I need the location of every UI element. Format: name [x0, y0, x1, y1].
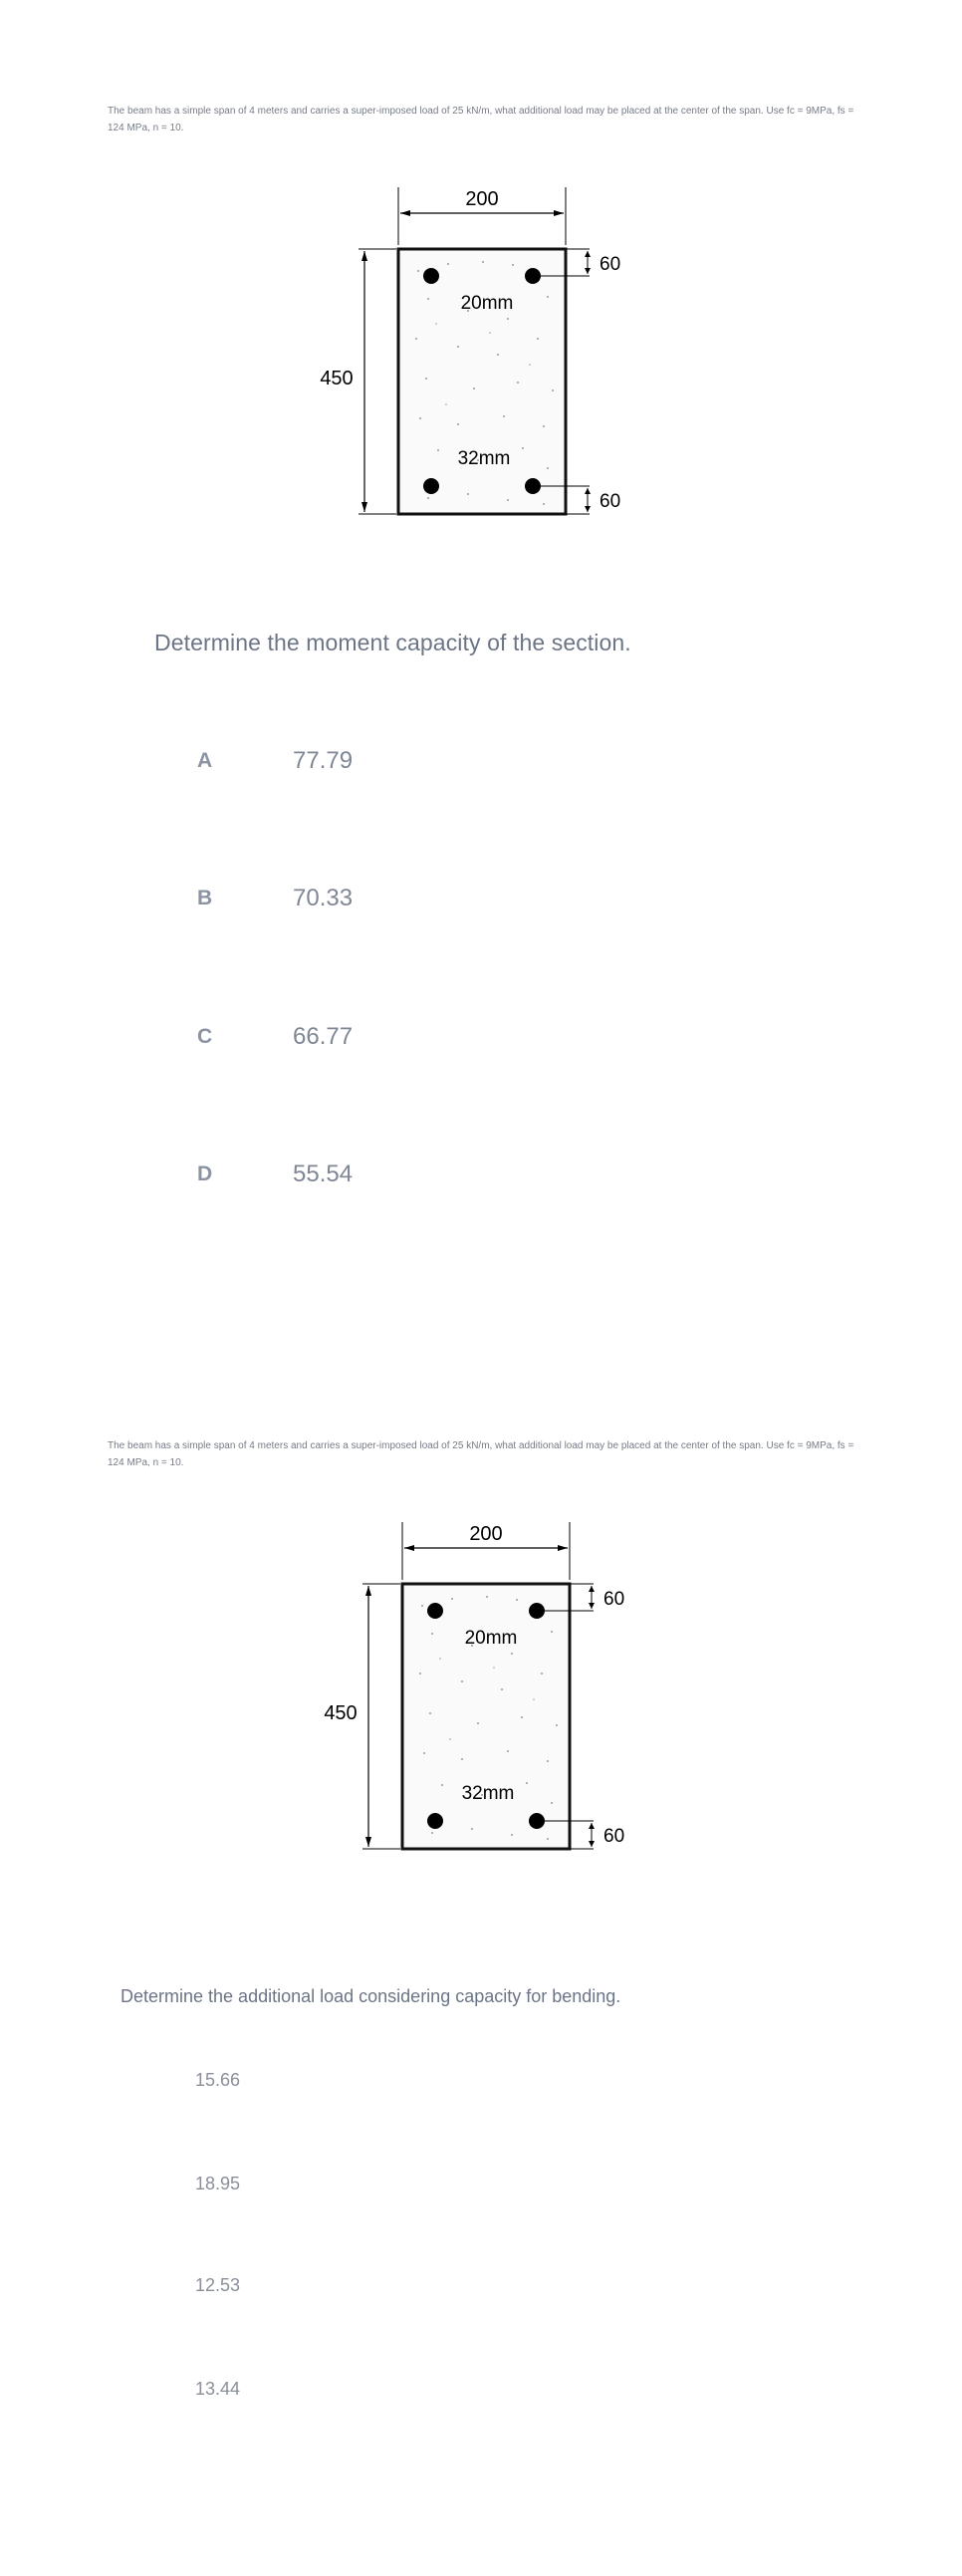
option-a[interactable]	[197, 747, 496, 787]
bottom-cover-label: 60	[603, 1826, 625, 1847]
top-bar-label: 20mm	[460, 293, 514, 314]
top-cover-label: 60	[600, 254, 621, 275]
top-rebar-right	[525, 268, 541, 284]
height-label: 450	[324, 1702, 358, 1724]
option-letter: C	[197, 1025, 213, 1048]
bottom-rebar-right	[529, 1813, 545, 1829]
option-value: 13.44	[195, 2379, 241, 2399]
option-4[interactable]	[195, 2379, 394, 2409]
option-value: 70.33	[293, 885, 354, 911]
problem-statement: The beam has a simple span of 4 meters and carries a super-imposed load of 25 kN/m, what additional load may be placed at the center of the span. Use fc = 9MPa, fs = 124 MPa, n = 10.	[108, 106, 854, 133]
question-title: Determine the additional load considering capacity for bending.	[120, 1986, 621, 2006]
top-rebar-right	[529, 1603, 545, 1619]
option-value: 55.54	[293, 1160, 354, 1187]
bottom-cover-label: 60	[600, 491, 621, 512]
option-2[interactable]	[195, 2174, 394, 2203]
height-label: 450	[320, 368, 354, 389]
option-letter: B	[197, 887, 213, 909]
question-title: Determine the moment capacity of the section.	[154, 630, 631, 655]
option-value: 12.53	[195, 2275, 241, 2295]
beam-section-diagram	[313, 1514, 651, 1858]
option-b[interactable]	[197, 885, 496, 924]
option-1[interactable]	[195, 2070, 394, 2100]
option-d[interactable]	[197, 1160, 496, 1200]
option-letter: D	[197, 1162, 213, 1185]
bottom-bar-label: 32mm	[461, 1783, 515, 1804]
option-value: 18.95	[195, 2174, 241, 2193]
option-3[interactable]	[195, 2275, 394, 2305]
beam-section-diagram	[309, 179, 647, 523]
top-cover-label: 60	[603, 1589, 625, 1610]
bottom-bar-label: 32mm	[457, 448, 511, 469]
option-value: 66.77	[293, 1023, 354, 1050]
bottom-rebar-left	[423, 478, 439, 494]
option-value: 77.79	[293, 747, 354, 774]
bottom-rebar-left	[427, 1813, 443, 1829]
option-value: 15.66	[195, 2070, 241, 2090]
option-letter: A	[197, 749, 213, 772]
problem-statement: The beam has a simple span of 4 meters and carries a super-imposed load of 25 kN/m, what additional load may be placed at the center of the span. Use fc = 9MPa, fs = 124 MPa, n = 10.	[108, 1440, 854, 1468]
top-rebar-left	[423, 268, 439, 284]
top-rebar-left	[427, 1603, 443, 1619]
option-c[interactable]	[197, 1023, 496, 1063]
width-label: 200	[469, 1523, 503, 1545]
width-label: 200	[465, 188, 499, 210]
top-bar-label: 20mm	[464, 1628, 518, 1649]
bottom-rebar-right	[525, 478, 541, 494]
